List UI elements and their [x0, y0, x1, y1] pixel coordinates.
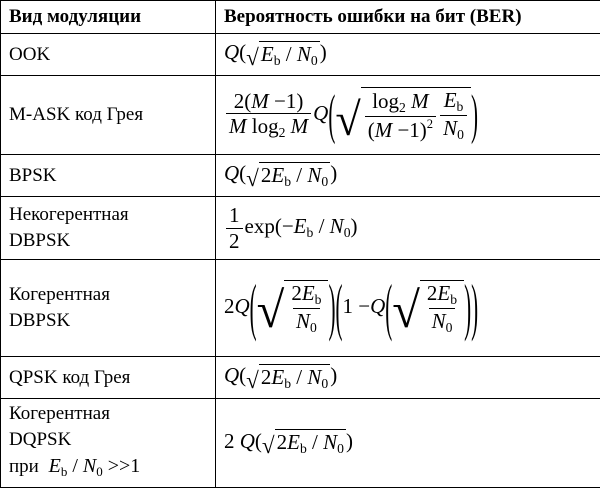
modulation-line: DBPSK [9, 230, 70, 251]
table-row [1, 197, 600, 260]
modulation-cell [1, 260, 216, 357]
modulation-cell: M-ASK код Грея [1, 76, 216, 155]
ber-formula: Q( √ $2E_b / N_0$ ) [216, 155, 600, 197]
modulation-cell [1, 197, 216, 260]
ber-formula: Q( √ $E_b / N_0$ ) [216, 34, 600, 76]
table-row [1, 399, 600, 488]
modulation-line: при [9, 456, 39, 477]
modulation-cell [1, 399, 216, 488]
table-row [1, 357, 600, 399]
modulation-line: Когерентная [9, 403, 110, 424]
table-row [1, 34, 600, 76]
table-header-row [1, 1, 600, 34]
ber-formula: Q( √ $2E_b / N_0$ ) [216, 357, 600, 399]
table-row [1, 76, 600, 155]
modulation-cell: BPSK [1, 155, 216, 197]
ber-formula: 2Q( √ $\frac{2E_b}{N_0}$ )(1 −Q( √ $\frac{2E_b}{N_0}$ )) [216, 260, 600, 357]
ber-formula: $\frac{1}{2}$ $\exp(-E_b / N_0)$ [216, 197, 600, 260]
ber-formula: 2 Q( √ $2E_b / N_0$ ) [216, 399, 600, 488]
modulation-cell: QPSK код Грея [1, 357, 216, 399]
condition: $E_b / N_0 >>1$ [44, 455, 141, 477]
modulation-line: Когерентная [9, 284, 110, 305]
table-row [1, 155, 600, 197]
modulation-line: DBPSK [9, 310, 70, 331]
modulation-line: Некогерентная [9, 204, 129, 225]
header-modulation: Вид модуляции [1, 1, 216, 34]
modulation-cell: OOK [1, 34, 216, 76]
header-ber: Вероятность ошибки на бит (BER) [216, 1, 600, 34]
ber-formula: $\frac{2(M -1)}{M \log_2 M}$ Q( √ $\frac{\log_2 M}{(M -1)^2}$ $\frac{E_b}{N_0}$ ) [216, 76, 600, 155]
modulation-line: DQPSK [9, 429, 71, 450]
table-row [1, 260, 600, 357]
